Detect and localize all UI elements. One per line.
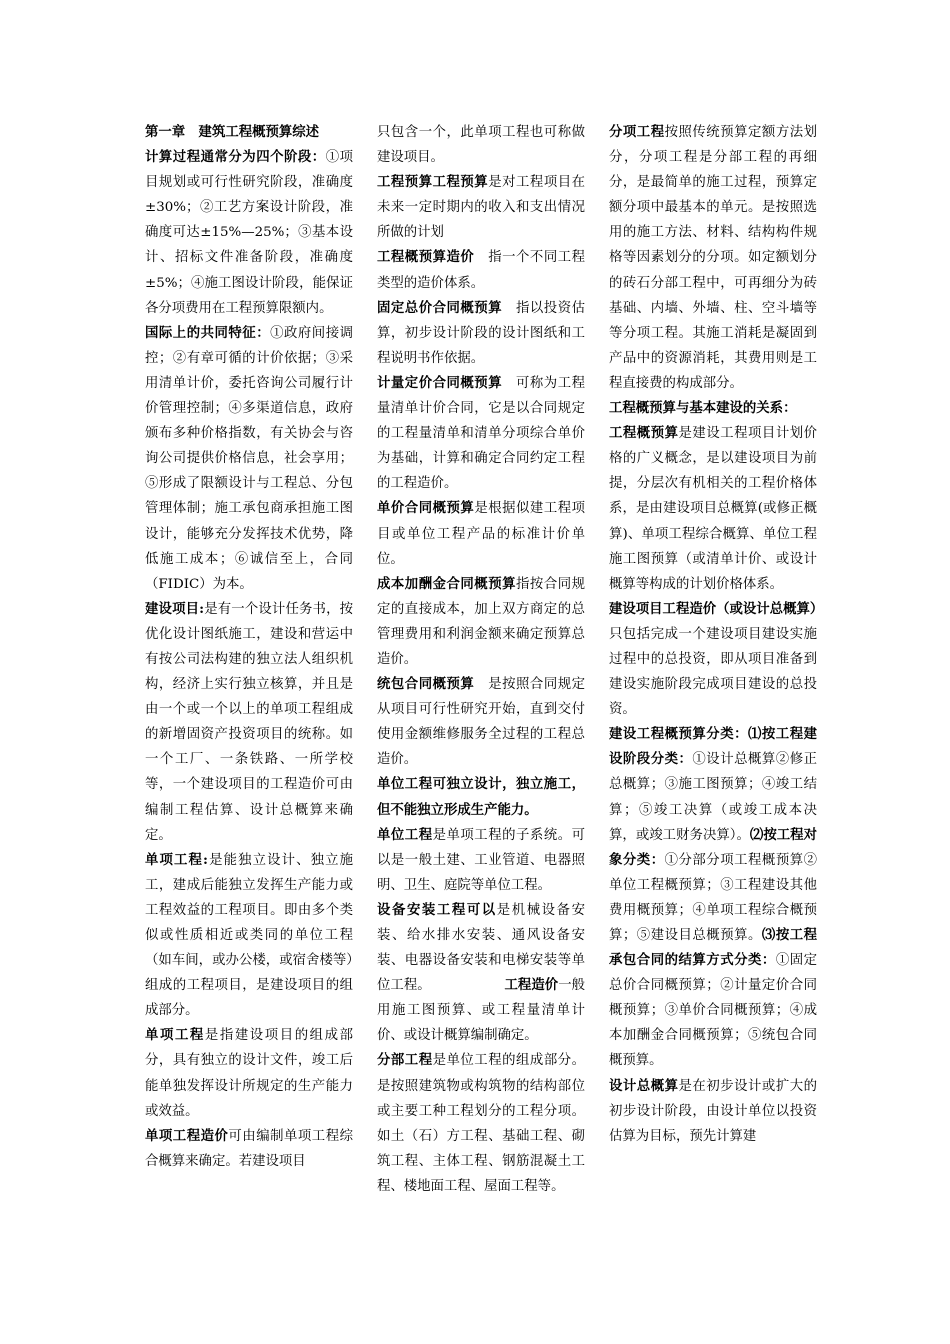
bold-term: 国际上的共同特征： bbox=[145, 324, 271, 341]
bold-term: 设备安装工程可以 bbox=[377, 901, 497, 918]
body-text: 是有一个设计任务书，按优化设计图纸施工，建设和营运中有按公司法构建的独立法人组织机构，经济上实行独立核算，并且是由一个或一个以上的单项工程组成的新增固资产投资项目的统称。如一个工厂、一条铁路、一所学校等，一个建设项目的工程造价可由编制工程估算、设计总概算来确定。 bbox=[145, 601, 353, 843]
paragraph bbox=[377, 496, 585, 571]
paragraph bbox=[609, 421, 817, 597]
body-text: 是指建设项目的组成部分，具有独立的设计文件，竣工后能单独发挥设计所规定的生产能力或效益。 bbox=[145, 1028, 354, 1119]
bold-term: 工程造价 bbox=[504, 977, 559, 994]
bold-term: 单价合同概预算 bbox=[377, 500, 475, 517]
body-text: 可称为工程量清单计价合同，它是以合同规定的工程量清单和清单分项综合单价为基础，计算和确定合同约定工程的工程造价。 bbox=[377, 375, 586, 492]
bold-term: 分部工程 bbox=[377, 1052, 433, 1069]
paragraph bbox=[377, 772, 585, 822]
paragraph bbox=[145, 597, 353, 848]
paragraph bbox=[609, 722, 817, 1073]
bold-term: ⑶按工程承包合同的结算方式分类： bbox=[609, 927, 818, 969]
bold-term: 计算过程通常分为四个阶段： bbox=[145, 149, 326, 166]
body-text: 指按合同规定的直接成本，加上双方商定的总管理费用和利润金额来确定预算总造价。 bbox=[377, 576, 586, 667]
paragraph bbox=[377, 672, 585, 772]
text-column-3 bbox=[609, 120, 824, 1149]
body-text: ①固定总价合同概预算；②计量定价合同概预算；③单价合同概预算；④成本加酬金合同概预算；⑤统包合同概预算。 bbox=[609, 953, 818, 1069]
body-text: 是建设工程项目计划价格的广义概念，是以建设项目为前提，分层次有机相关的工程价格体系，是由建设项目总概算(或修正概算)、单项工程综合概算、单位工程施工图预算（或清单计价、或设计概算等构成的计划价格体系。 bbox=[609, 426, 818, 592]
paragraph bbox=[609, 120, 817, 396]
paragraph bbox=[609, 597, 824, 722]
paragraph bbox=[377, 823, 585, 898]
paragraph bbox=[377, 296, 585, 371]
body-text: 是机械设备安装、给水排水安装、通风设备安装、电器设备安装和电梯安装等单位工程。 bbox=[377, 902, 586, 994]
body-text: 一般用施工图预算、或工程量清单计价、或设计概算编制确定。 bbox=[377, 978, 585, 1044]
bold-term: 工程预算工程预算 bbox=[377, 174, 489, 191]
body-text: 是能独立设计、独立施工，建成后能独立发挥生产能力或工程效益的工程项目。即由多个类似或性质相近或类同的单位工程（如车间，或办公楼，或宿舍楼等）组成的工程项目，是建设项目的组成部分。 bbox=[145, 852, 354, 1019]
paragraph bbox=[145, 321, 353, 597]
paragraph bbox=[377, 572, 585, 672]
paragraph bbox=[377, 1048, 585, 1199]
body-text: 是单项工程的子系统。可以是一般土建、工业管道、电器照明、卫生、庭院等单位工程。 bbox=[377, 827, 586, 893]
body-text: 指以投资估算，初步设计阶段的设计图纸和工程说明书作依据。 bbox=[377, 300, 586, 366]
bold-term: 固定总价合同概预算 bbox=[377, 299, 503, 316]
bold-term: 统包合同概预算 bbox=[377, 676, 475, 693]
bold-term: 建设项目: bbox=[145, 600, 205, 617]
body-text: 按照传统预算定额方法划分，分项工程是分部工程的再细分，是最简单的施工过程，预算定额分项中最基本的单元。是按照选用的施工方法、材料、结构构件规格等因素划分的分项。如定额划分的砖石分部工程中，可再细分为砖基础、内墙、外墙、柱、空斗墙等等分项工程。其施工消耗是凝固到产品中的资源消耗，其费用则是工程直接费的构成部分。 bbox=[609, 125, 818, 391]
body-text: ①设计总概算②修正总概算；③施工图预算；④竣工结算；⑤竣工决算（或竣工成本决算，或竣工财务决算）。 bbox=[609, 752, 818, 843]
bold-term: 单位工程可独立设计，独立施工，但不能独立形成生产能力。 bbox=[377, 776, 585, 818]
paragraph bbox=[377, 170, 585, 245]
bold-term: 工程概预算与基本建设的关系： bbox=[609, 400, 797, 417]
text-column-1 bbox=[145, 120, 353, 1174]
bold-term: 单项工程造价 bbox=[145, 1127, 229, 1144]
bold-term: 建设项目工程造价（或设计总概算） bbox=[609, 600, 824, 617]
bold-term: 第一章 建筑工程概预算综述 bbox=[145, 124, 320, 140]
bold-term: 单项工程: bbox=[145, 851, 208, 868]
paragraph bbox=[145, 120, 353, 145]
paragraph bbox=[377, 120, 585, 170]
bold-term: 工程概预算造价 bbox=[377, 249, 475, 266]
body-text: 是在初步设计或扩大的初步设计阶段，由设计单位以投资估算为目标，预先计算建 bbox=[609, 1078, 818, 1144]
bold-term: 单项工程 bbox=[145, 1027, 205, 1044]
bold-term: 分项工程 bbox=[609, 124, 665, 140]
bold-term: 设计总概算 bbox=[609, 1077, 679, 1094]
bold-term: ⑵按工程对象分类： bbox=[609, 826, 817, 868]
text-column-2 bbox=[377, 120, 585, 1199]
paragraph bbox=[377, 245, 585, 295]
paragraph bbox=[145, 848, 353, 1024]
body-text: 是根据似建工程项目或单位工程产品的标准计价单位。 bbox=[377, 501, 586, 567]
bold-term: 成本加酬金合同概预算 bbox=[377, 575, 517, 592]
body-text: 指一个不同工程类型的造价体系。 bbox=[377, 250, 586, 291]
paragraph bbox=[377, 898, 585, 1049]
paragraph bbox=[609, 396, 817, 421]
bold-term: 工程概预算 bbox=[609, 425, 679, 442]
paragraph bbox=[145, 145, 353, 321]
body-text: ①项目规划或可行性研究阶段，准确度±30%；②工艺方案设计阶段，准确度可达±15%—25%；③基本设计、招标文件准备阶段，准确度±5%；④施工图设计阶段，能保证各分项费用在工程预算限额内。 bbox=[145, 150, 354, 316]
bold-term: 单位工程 bbox=[377, 826, 433, 843]
paragraph bbox=[609, 1074, 817, 1149]
body-text: 是对工程项目在未来一定时期内的收入和支出情况所做的计划 bbox=[377, 175, 586, 241]
paragraph bbox=[145, 1124, 353, 1174]
paragraph bbox=[145, 1023, 353, 1123]
body-text: 可由编制单项工程综合概算来确定。若建设项目 bbox=[145, 1128, 354, 1169]
body-text: 是按照合同规定从项目可行性研究开始，直到交付使用金额维修服务全过程的工程总造价。 bbox=[377, 677, 586, 768]
body-text: 只包含一个，此单项工程也可称做建设项目。 bbox=[377, 125, 585, 166]
bold-term: 建设工程概预算分类：⑴按工程建设阶段分类： bbox=[609, 726, 817, 768]
body-text: ①分部分项工程概预算②单位工程概预算；③工程建设其他费用概预算；④单项工程综合概预算；⑤建设目总概预算。 bbox=[609, 852, 818, 943]
bold-term: 计量定价合同概预算 bbox=[377, 374, 503, 391]
body-text: ①政府间接调控；②有章可循的计价依据；③采用清单计价，委托咨询公司履行计价管理控制；④多渠道信息，政府颁布多种价格指数，有关协会与咨询公司提供价格信息，社会享用；⑤形成了限额设计与工程总、分包管理体制；施工承包商承担施工图设计，能够充分发挥技术优势，降低施工成本；⑥诚信至上，合同（FIDIC）为本。 bbox=[145, 325, 354, 592]
paragraph bbox=[377, 371, 585, 496]
body-text: 是单位工程的组成部分。是按照建筑物或构筑物的结构部位或主要工种工程划分的工程分项。如土（石）方工程、基础工程、砌筑工程、主体工程、钢筋混凝土工程、楼地面工程、屋面工程等。 bbox=[377, 1053, 586, 1194]
body-text: 只包括完成一个建设项目建设实施过程中的总投资，即从项目准备到建设实施阶段完成项目建设的总投资。 bbox=[609, 626, 817, 718]
